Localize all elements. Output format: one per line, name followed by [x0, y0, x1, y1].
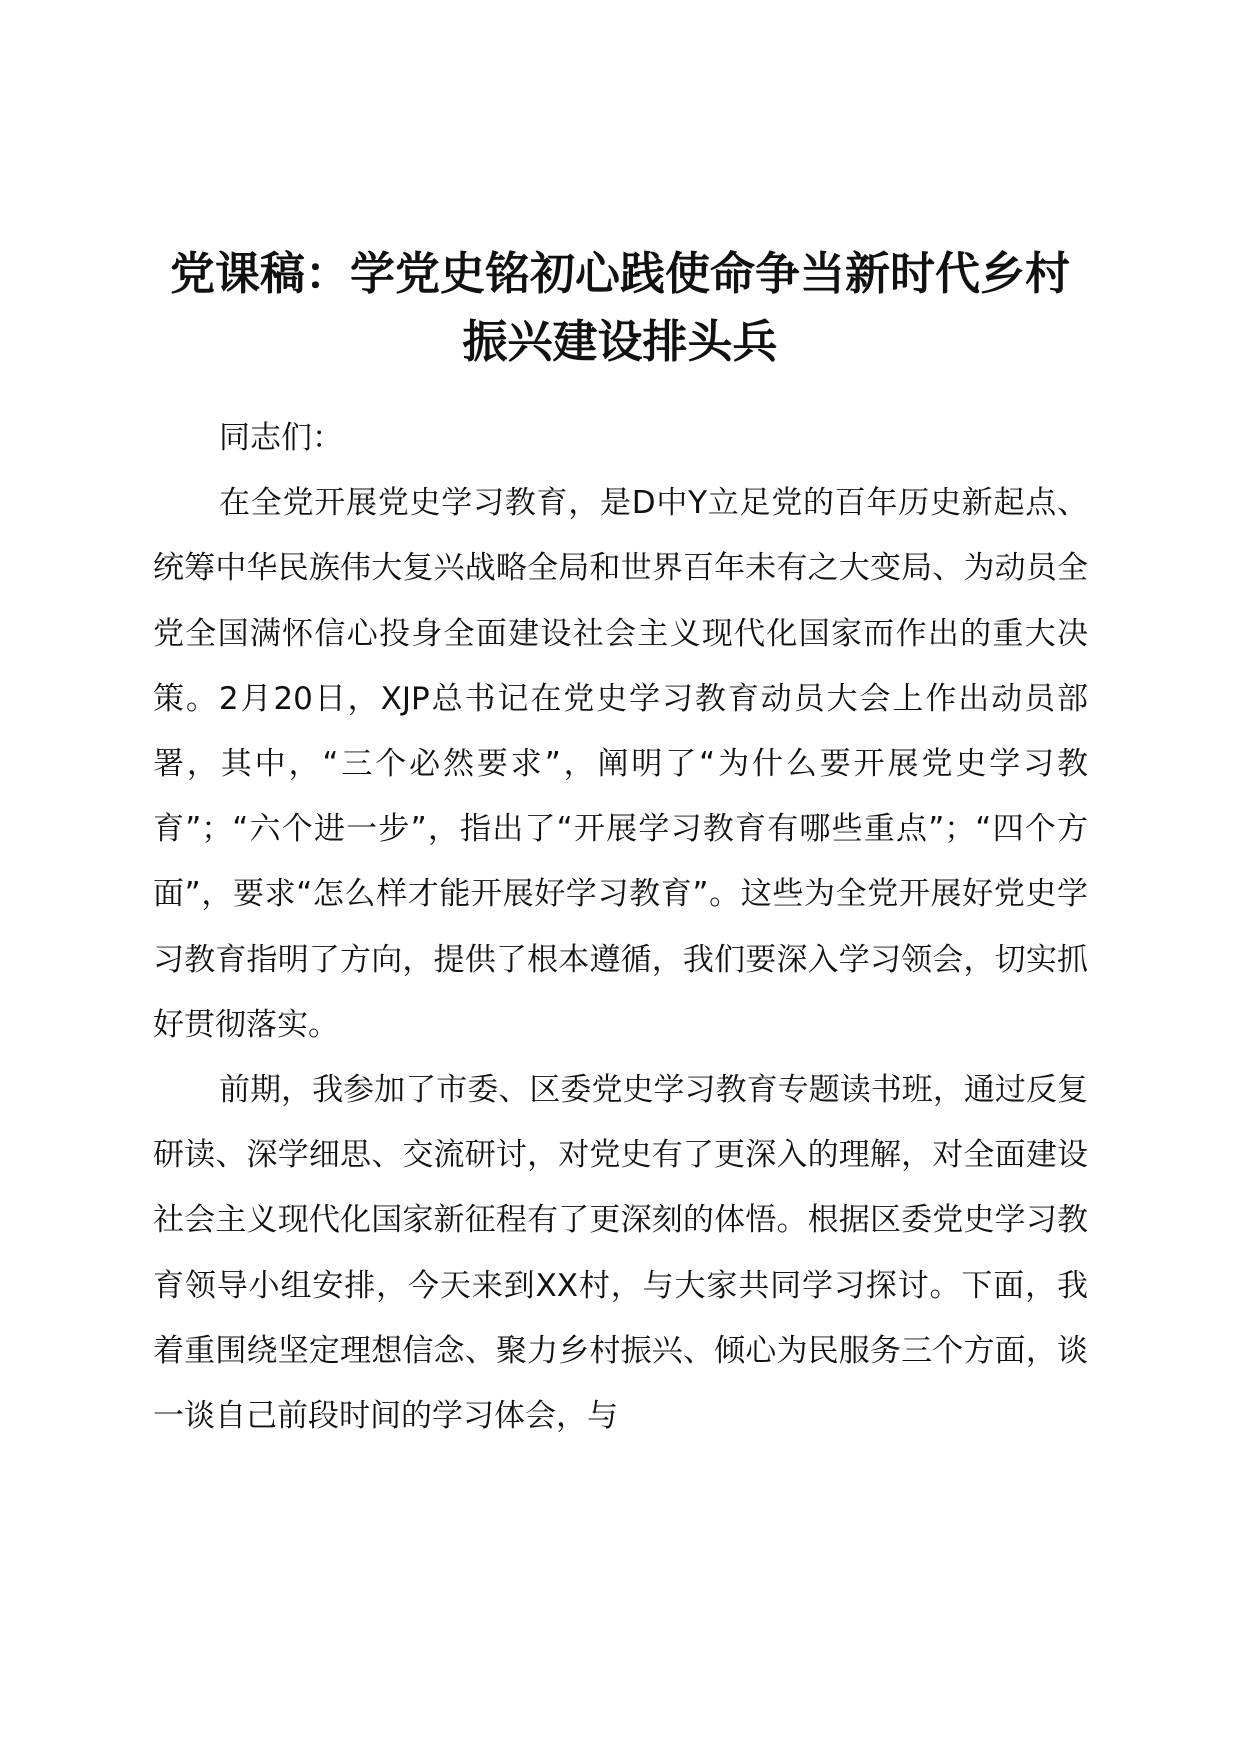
salutation: 同志们： — [219, 420, 343, 456]
paragraph: 前期，我参加了市委、区委党史学习教育专题读书班，通过反复研读、深学细思、交流研讨，对党史有了更深入的理解，对全面建设社会主义现代化国家新征程有了更深刻的体悟。根据区委党史学习教育领导小组安排，今天来到XX村，与大家共同学习探讨。下面，我着重围绕坚定理想信念、聚力乡村振兴、倾心为民服务三个方面，谈一谈自己前段时间的学习体会，与 — [153, 1072, 1088, 1435]
document-body — [153, 406, 1088, 1449]
document-title: 党课稿：学党史铭初心践使命争当新时代乡村振兴建设排头兵 — [169, 247, 1070, 368]
paragraph: 在全党开展党史学习教育，是D中Y立足党的百年历史新起点、统筹中华民族伟大复兴战略全局和世界百年未有之大变局、为动员全党全国满怀信心投身全面建设社会主义现代化国家而作出的重大决策。2月20日，XJP总书记在党史学习教育动员大会上作出动员部署，其中，“三个必然要求”，阐明了“为什么要开展党史学习教育”；“六个进一步”，指出了“开展学习教育有哪些重点”；“四个方面”，要求“怎么样才能开展好学习教育”。这些为全党开展好党史学习教育指明了方向，提供了根本遵循，我们要深入学习领会，切实抓好贯彻落实。 — [153, 485, 1088, 1043]
